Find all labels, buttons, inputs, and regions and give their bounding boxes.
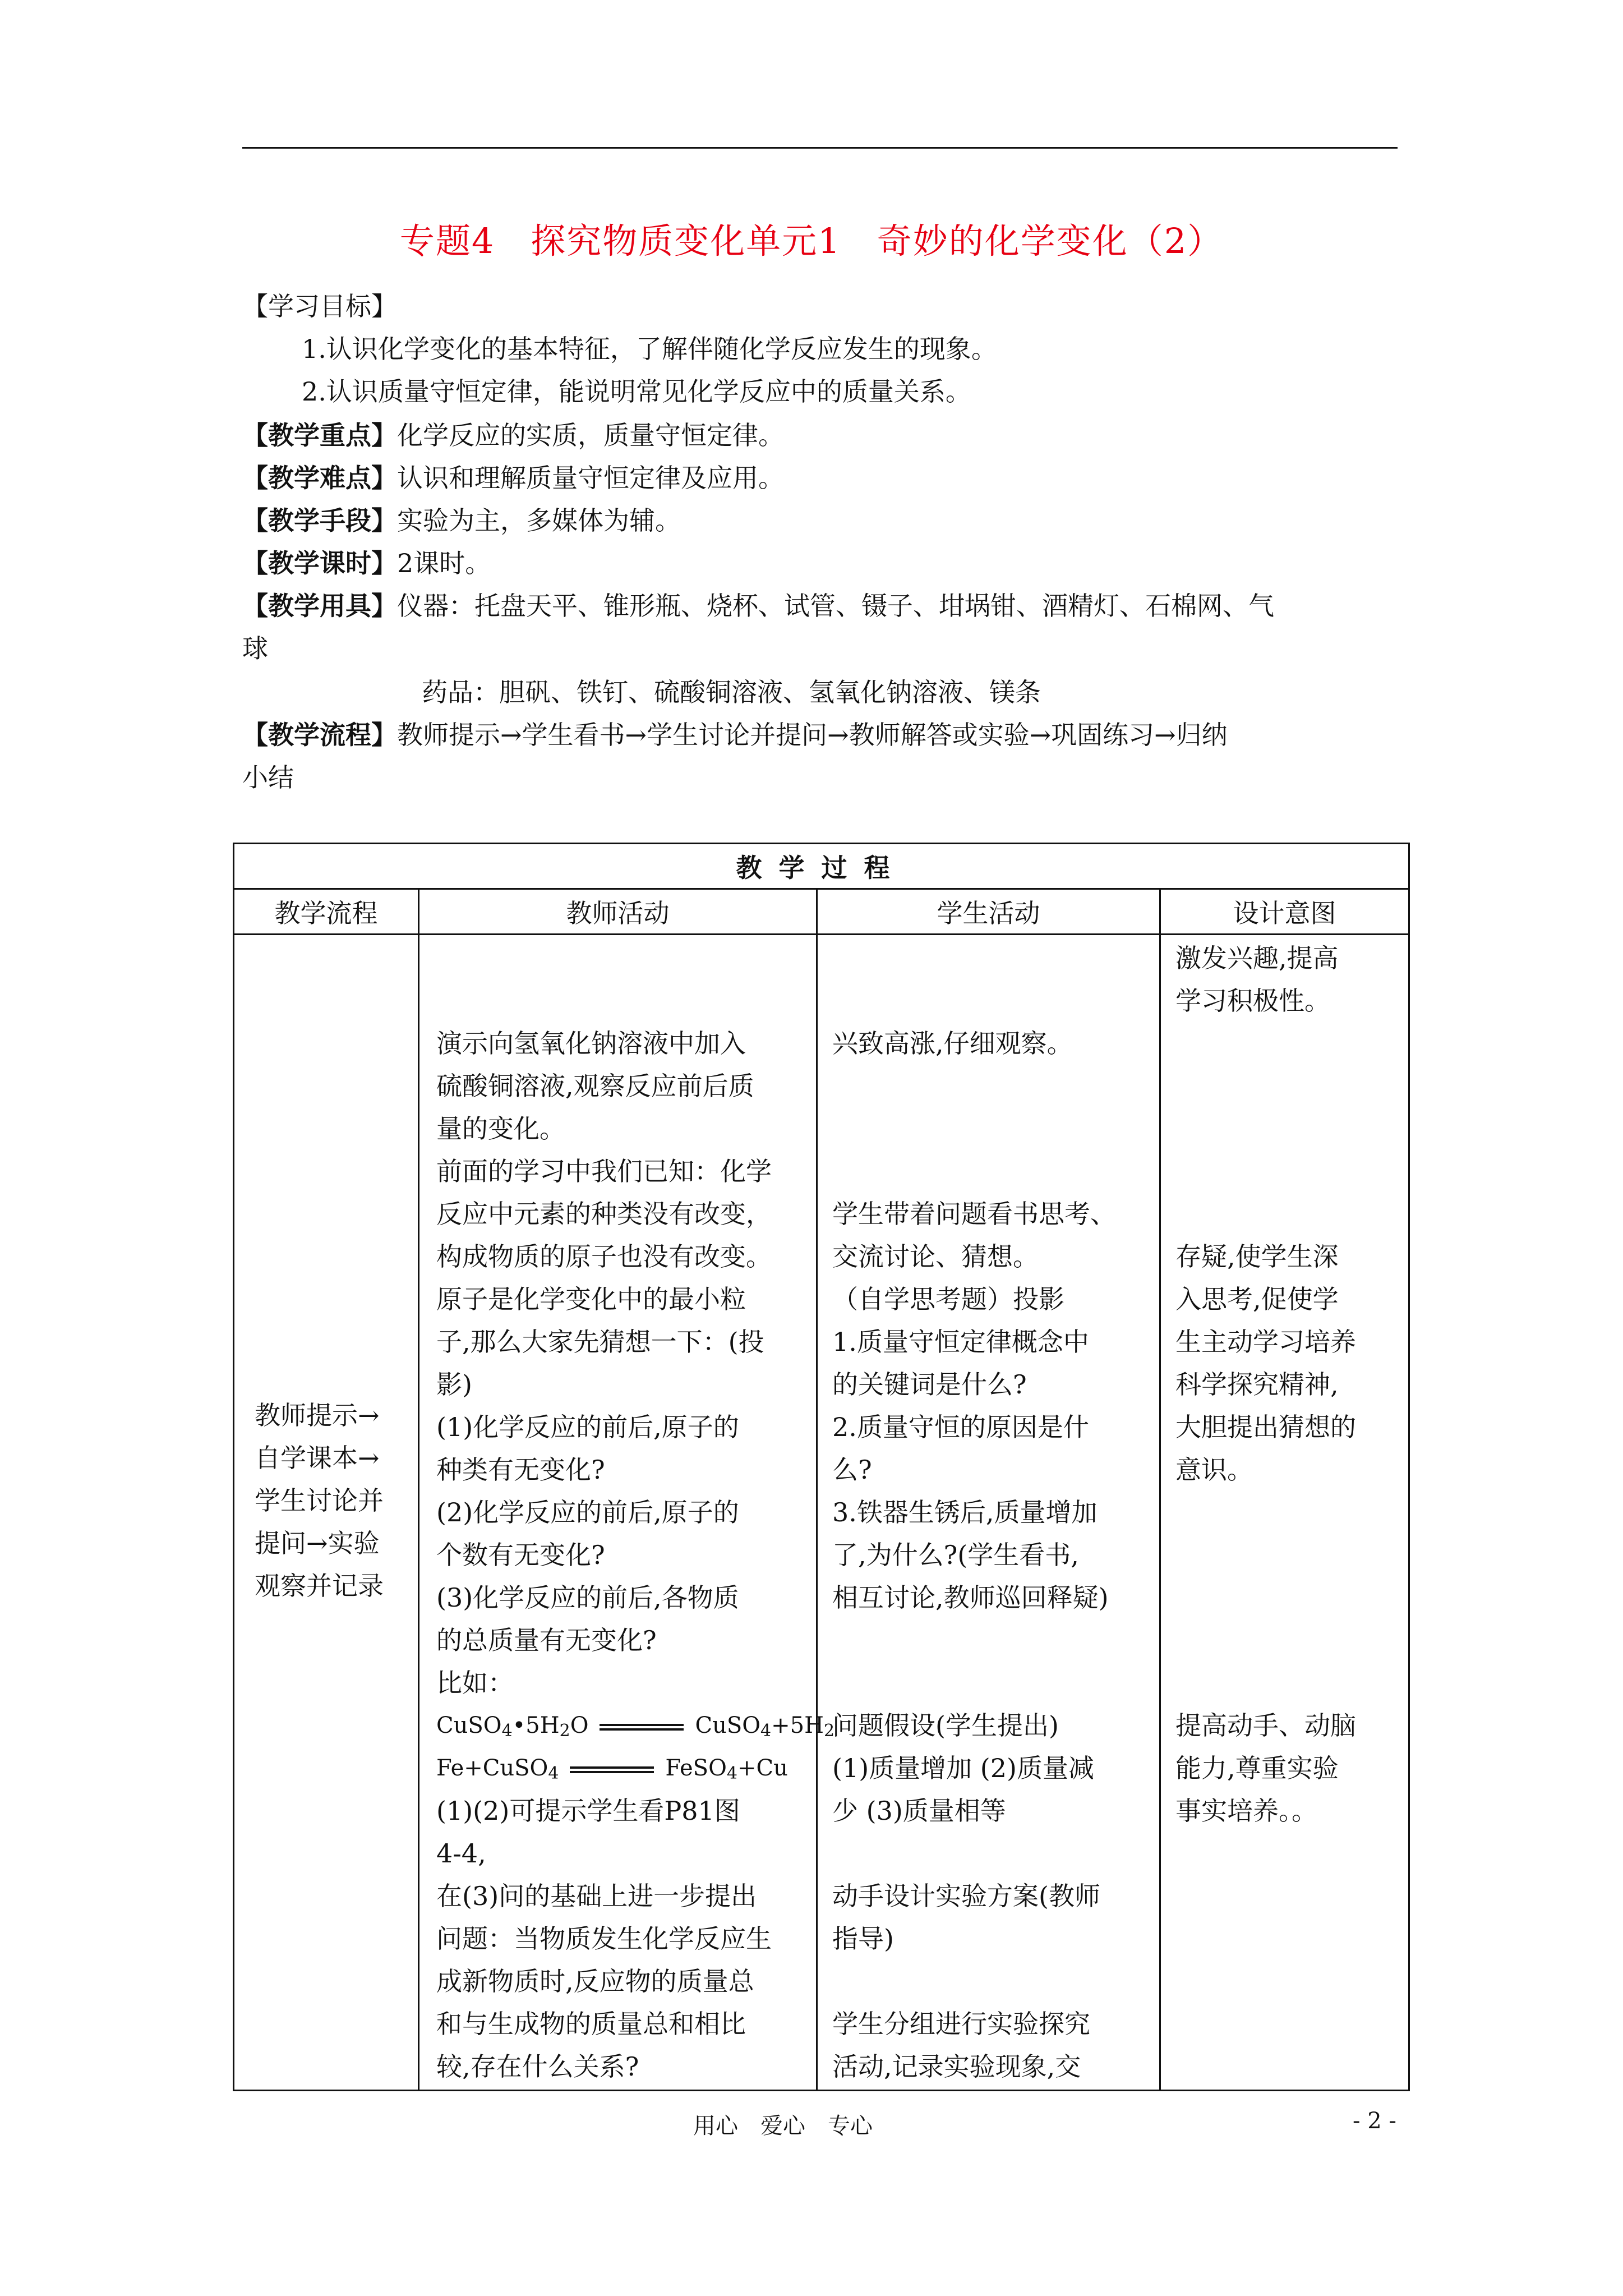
means-label: 【教学手段】 [242, 505, 397, 536]
teacher-line: 反应中元素的种类没有改变， [436, 1199, 772, 1229]
teacher-line: 演示向氢氧化钠溶液中加入 [436, 1028, 746, 1059]
student-line: (1)质量增加 (2)质量减 [832, 1753, 1094, 1783]
intent-line: 学习积极性。 [1175, 986, 1330, 1016]
flow-cell [234, 935, 419, 2091]
key-points-text: 化学反应的实质，质量守恒定律。 [397, 420, 784, 450]
teacher-line: 影) [436, 1369, 472, 1400]
flow-text: 教师提示→学生看书→学生讨论并提问→教师解答或实验→巩固练习→归纳 [397, 720, 1228, 750]
teacher-line: 前面的学习中我们已知：化学 [436, 1156, 772, 1186]
column-header-student: 学生活动 [817, 889, 1160, 935]
teacher-line: 和与生成物的质量总和相比 [436, 2009, 746, 2039]
teacher-line: 4-4, [436, 1838, 486, 1869]
intent-line: 意识。 [1175, 1455, 1253, 1485]
teacher-activity-cell [419, 935, 835, 2091]
page-number: - 2 - [1353, 2108, 1396, 2134]
table-header-row [234, 844, 1409, 889]
difficulties-row [242, 457, 784, 499]
teacher-line: 较,存在什么关系? [436, 2051, 639, 2082]
flow-line: 观察并记录 [255, 1571, 384, 1601]
intent-line: 提高动手、动脑 [1175, 1710, 1356, 1741]
column-header-intent: 设计意图 [1160, 889, 1409, 935]
means-row [242, 499, 681, 542]
teacher-line: 问题：当物质发生化学反应生 [436, 1924, 772, 1954]
header-rule [242, 147, 1398, 149]
teacher-line: 个数有无变化? [436, 1540, 605, 1570]
intent-line: 入思考,促使学 [1175, 1284, 1339, 1314]
teacher-line: (1)(2)可提示学生看P81图 [436, 1796, 740, 1826]
tools-chemicals: 药品：胆矾、铁钉、硫酸铜溶液、氢氧化钠溶液、镁条 [422, 677, 1041, 707]
student-activity-cell [817, 935, 1160, 2091]
teacher-line: 种类有无变化? [436, 1455, 605, 1485]
reaction-sign [570, 1766, 654, 1773]
student-line: 么? [832, 1455, 872, 1485]
difficulties-label: 【教学难点】 [242, 463, 397, 493]
hours-label: 【教学课时】 [242, 548, 397, 578]
intent-line: 存疑,使学生深 [1175, 1241, 1339, 1272]
teacher-line: 比如： [436, 1668, 514, 1698]
page-title: 专题4 探究物质变化单元1 奇妙的化学变化（2） [399, 220, 1224, 261]
table-header: 教学过程 [234, 844, 1409, 889]
column-header-teacher: 教师活动 [419, 889, 817, 935]
hours-text: 2课时。 [397, 548, 491, 578]
tools-instruments-cont: 球 [242, 633, 268, 664]
intent-line: 事实培养。。 [1175, 1796, 1317, 1826]
intent-line: 激发兴趣,提高 [1175, 943, 1339, 973]
teacher-line: (3)化学反应的前后,各物质 [436, 1582, 739, 1613]
teaching-process-table [233, 843, 1410, 2091]
teacher-line: 硫酸铜溶液,观察反应前后质 [436, 1071, 754, 1101]
student-line: 学生分组进行实验探究 [832, 2009, 1090, 2039]
objectives-label: 【学习目标】 [242, 291, 397, 321]
intent-line: 能力,尊重实验 [1175, 1753, 1339, 1783]
student-line: 相互讨论,教师巡回释疑) [832, 1582, 1109, 1613]
intent-line: 生主动学习培养 [1175, 1327, 1356, 1357]
hours-row [242, 542, 491, 585]
teacher-line: 原子是化学变化中的最小粒 [436, 1284, 746, 1314]
student-line: 交流讨论、猜想。 [832, 1241, 1039, 1272]
column-header-row [234, 889, 1409, 935]
means-text: 实验为主，多媒体为辅。 [397, 505, 681, 536]
student-line: 问题假设(学生提出) [832, 1710, 1059, 1741]
equation-1: $CuSO_4•5H_2O$ $CuSO_4+5H_2$ [436, 1713, 835, 1741]
student-line: 1.质量守恒定律概念中 [832, 1327, 1089, 1357]
footer-motto: 用心 爱心 专心 [693, 2113, 873, 2139]
flow-line: 提问→实验 [255, 1528, 380, 1558]
objective-2: 2.认识质量守恒定律，能说明常见化学反应中的质量关系。 [302, 376, 971, 407]
teacher-line: 的总质量有无变化? [436, 1625, 657, 1655]
student-line: 少 (3)质量相等 [832, 1796, 1006, 1826]
flow-line: 教师提示→ [255, 1400, 380, 1430]
student-line: 2.质量守恒的原因是什 [832, 1412, 1089, 1442]
design-intent-cell [1160, 935, 1409, 2091]
intent-line: 科学探究精神, [1175, 1369, 1339, 1400]
teacher-line: (2)化学反应的前后,原子的 [436, 1497, 739, 1527]
flow-label: 【教学流程】 [242, 720, 397, 750]
key-points-label: 【教学重点】 [242, 420, 397, 450]
table-row [234, 935, 1409, 2091]
equation-2: Fe+CuSO$_4$ FeSO$_4$+Cu [436, 1755, 788, 1783]
teacher-line: 成新物质时,反应物的质量总 [436, 1966, 754, 1996]
student-line: 3.铁器生锈后,质量增加 [832, 1497, 1098, 1527]
student-line: 了,为什么?(学生看书, [832, 1540, 1079, 1570]
teacher-line: 子,那么大家先猜想一下：(投 [436, 1327, 764, 1357]
flow-line: 学生讨论并 [255, 1485, 384, 1516]
tools-label: 【教学用具】 [242, 591, 397, 621]
student-line: 学生带着问题看书思考、 [832, 1199, 1116, 1229]
student-line: 动手设计实验方案(教师 [832, 1881, 1100, 1911]
student-line: （自学思考题）投影 [832, 1284, 1064, 1314]
key-points-row [242, 414, 784, 457]
flow-line: 自学课本→ [255, 1443, 380, 1473]
tools-instruments: 仪器：托盘天平、锥形瓶、烧杯、试管、镊子、坩埚钳、酒精灯、石棉网、气 [397, 591, 1274, 621]
column-header-flow: 教学流程 [234, 889, 419, 935]
intent-line: 大胆提出猜想的 [1175, 1412, 1356, 1442]
student-line: 活动,记录实验现象,交 [832, 2051, 1081, 2082]
tools-row [242, 585, 1274, 627]
flow-row [242, 714, 1228, 756]
teacher-line: 构成物质的原子也没有改变。 [436, 1241, 772, 1272]
student-line: 的关键词是什么? [832, 1369, 1027, 1400]
teacher-line: 在(3)问的基础上进一步提出 [436, 1881, 757, 1911]
teacher-line: 量的变化。 [436, 1114, 565, 1144]
student-line: 指导) [832, 1924, 894, 1954]
student-line: 兴致高涨,仔细观察。 [832, 1028, 1073, 1059]
reaction-sign [600, 1724, 684, 1731]
teacher-line: (1)化学反应的前后,原子的 [436, 1412, 739, 1442]
objective-1: 1.认识化学变化的基本特征，了解伴随化学反应发生的现象。 [302, 334, 997, 364]
difficulties-text: 认识和理解质量守恒定律及应用。 [397, 463, 784, 493]
objectives-heading [242, 285, 397, 328]
flow-text-cont: 小结 [242, 762, 294, 793]
